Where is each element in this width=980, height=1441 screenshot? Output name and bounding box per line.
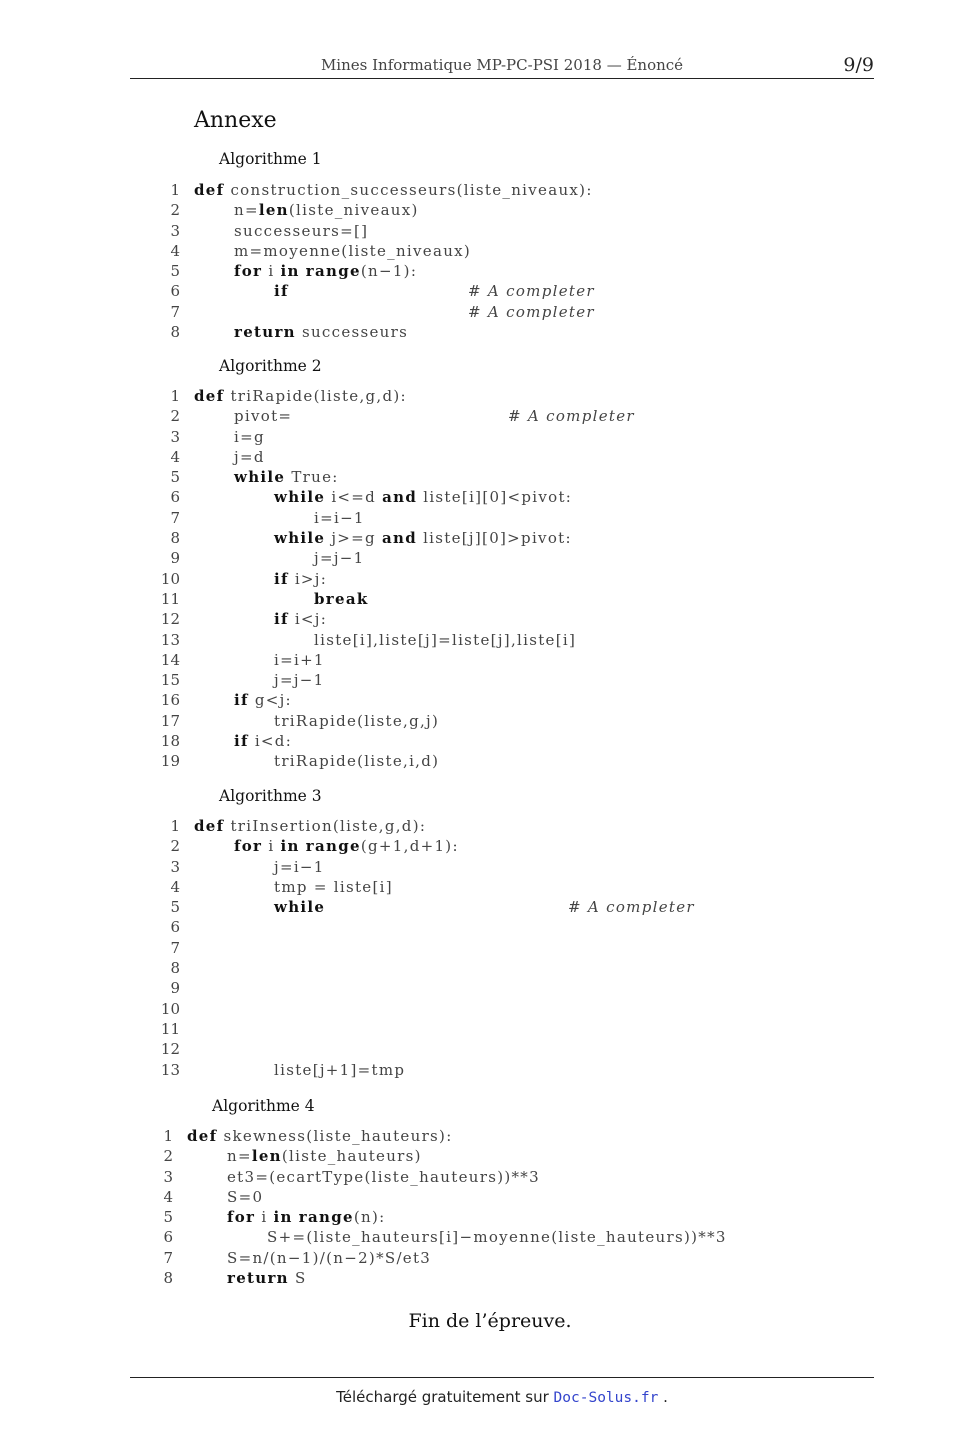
code-line bbox=[150, 508, 870, 528]
line-number: 5 bbox=[163, 1208, 173, 1227]
code-text bbox=[234, 427, 265, 447]
code-keyword: return bbox=[227, 1269, 289, 1288]
code-line bbox=[150, 1060, 870, 1080]
line-number: 9 bbox=[170, 549, 180, 568]
line-number: 13 bbox=[160, 630, 180, 649]
code-text bbox=[234, 322, 408, 342]
code-text bbox=[274, 711, 439, 731]
line-number: 8 bbox=[170, 529, 180, 548]
code-line bbox=[150, 221, 870, 241]
code-text bbox=[234, 200, 419, 220]
code-token: liste[j][0]>pivot: bbox=[417, 529, 572, 548]
line-number: 2 bbox=[170, 407, 180, 426]
code-text bbox=[227, 1248, 431, 1268]
code-token: triRapide(liste,i,d) bbox=[274, 752, 440, 771]
code-text bbox=[274, 877, 393, 897]
code-token: n= bbox=[234, 201, 259, 220]
code-line bbox=[150, 731, 870, 751]
code-line bbox=[150, 302, 870, 322]
code-line bbox=[150, 609, 870, 629]
code-token: j=j−1 bbox=[314, 549, 365, 568]
code-keyword: break bbox=[314, 589, 369, 608]
line-number: 6 bbox=[170, 282, 180, 301]
line-number: 4 bbox=[170, 241, 180, 260]
code-text bbox=[194, 816, 426, 836]
page-footer bbox=[130, 1377, 874, 1406]
code-line bbox=[150, 180, 870, 200]
code-line bbox=[150, 548, 870, 568]
section-title: Annexe bbox=[194, 108, 277, 133]
code-text bbox=[234, 406, 292, 426]
code-keyword: in bbox=[273, 1208, 293, 1227]
footer-prefix: Téléchargé gratuitement sur bbox=[336, 1388, 554, 1406]
code-token: i=i+1 bbox=[274, 650, 325, 669]
code-keyword: for bbox=[227, 1208, 256, 1227]
code-token: et3=(ecartType(liste_hauteurs))**3 bbox=[227, 1167, 540, 1186]
code-token: True: bbox=[285, 468, 339, 487]
line-number: 10 bbox=[160, 569, 180, 588]
code-token: S+=(liste_hauteurs[i]−moyenne(liste_hauteurs))**3 bbox=[267, 1228, 727, 1247]
line-number: 1 bbox=[170, 817, 180, 835]
algorithm-1-code bbox=[150, 180, 870, 342]
code-text bbox=[314, 630, 576, 650]
code-line bbox=[143, 1248, 863, 1268]
code-line bbox=[150, 447, 870, 467]
end-text: Fin de l’épreuve. bbox=[408, 1310, 572, 1332]
code-token: i<=d bbox=[325, 488, 383, 507]
code-line bbox=[150, 836, 870, 856]
code-token: i=i−1 bbox=[314, 508, 365, 527]
code-token: g<j: bbox=[248, 691, 292, 710]
line-number: 4 bbox=[163, 1187, 173, 1206]
code-keyword: while bbox=[274, 529, 326, 548]
line-number: 5 bbox=[170, 898, 180, 917]
code-comment: # A completer bbox=[508, 407, 635, 426]
code-line bbox=[150, 711, 870, 731]
code-text bbox=[274, 487, 572, 507]
code-text bbox=[274, 897, 325, 917]
code-token: i=g bbox=[234, 427, 265, 446]
code-text bbox=[274, 650, 325, 670]
code-text bbox=[234, 731, 292, 751]
code-text bbox=[314, 589, 369, 609]
line-number: 16 bbox=[160, 691, 180, 710]
code-token: triRapide(liste,g,j) bbox=[274, 711, 440, 730]
code-token: m=moyenne(liste_niveaux) bbox=[234, 241, 472, 260]
line-number: 11 bbox=[160, 589, 180, 608]
code-text bbox=[194, 180, 593, 200]
code-token: S bbox=[288, 1269, 307, 1288]
code-token: i bbox=[262, 262, 281, 281]
code-keyword: if bbox=[274, 569, 289, 588]
code-keyword: return bbox=[234, 323, 296, 342]
code-line bbox=[150, 857, 870, 877]
code-line bbox=[150, 650, 870, 670]
algorithm-3-title: Algorithme 3 bbox=[219, 787, 322, 805]
code-keyword: if bbox=[274, 610, 289, 629]
code-token: successeurs=[] bbox=[234, 221, 369, 240]
code-keyword: len bbox=[251, 1147, 282, 1166]
code-line bbox=[150, 241, 870, 261]
code-token: j=j−1 bbox=[274, 671, 325, 690]
code-line bbox=[143, 1167, 863, 1187]
code-text bbox=[227, 1167, 540, 1187]
line-number: 6 bbox=[163, 1228, 173, 1247]
code-line bbox=[143, 1187, 863, 1207]
code-token: triRapide(liste,g,d): bbox=[224, 387, 407, 405]
code-text bbox=[234, 447, 265, 467]
code-token: j=i−1 bbox=[274, 857, 325, 876]
code-token: (g+1,d+1): bbox=[360, 837, 459, 856]
code-keyword: if bbox=[234, 732, 249, 751]
code-token: S=n/(n−1)/(n−2)*S/et3 bbox=[227, 1248, 432, 1267]
header-title: Mines Informatique MP-PC-PSI 2018 — Énoncé bbox=[320, 56, 684, 74]
code-keyword: def bbox=[187, 1127, 218, 1145]
code-keyword: len bbox=[258, 201, 289, 220]
line-number: 4 bbox=[170, 447, 180, 466]
line-number: 18 bbox=[160, 732, 180, 751]
code-text bbox=[194, 386, 407, 406]
code-token: successeurs bbox=[295, 323, 409, 342]
code-keyword: def bbox=[194, 181, 225, 199]
code-text bbox=[227, 1268, 307, 1288]
code-keyword: and bbox=[382, 529, 418, 548]
code-keyword: in bbox=[280, 837, 300, 856]
line-number: 6 bbox=[170, 918, 180, 937]
code-comment: # A completer bbox=[468, 282, 595, 301]
code-text bbox=[234, 261, 417, 281]
code-token: S=0 bbox=[227, 1187, 264, 1206]
code-line bbox=[150, 938, 870, 958]
line-number: 2 bbox=[163, 1147, 173, 1166]
code-text bbox=[227, 1146, 422, 1166]
code-text bbox=[274, 281, 289, 301]
code-line bbox=[150, 322, 870, 342]
line-number: 5 bbox=[170, 262, 180, 281]
code-line bbox=[150, 528, 870, 548]
line-number: 12 bbox=[160, 610, 180, 629]
code-token: j=d bbox=[234, 447, 265, 466]
code-keyword: def bbox=[194, 817, 225, 835]
code-line bbox=[150, 281, 870, 301]
code-token: (n−1): bbox=[360, 262, 418, 281]
code-token: triInsertion(liste,g,d): bbox=[224, 817, 427, 835]
line-number: 7 bbox=[170, 508, 180, 527]
code-token: (liste_niveaux) bbox=[288, 201, 419, 220]
code-keyword: while bbox=[274, 488, 326, 507]
code-text bbox=[274, 569, 327, 589]
code-token: skewness(liste_hauteurs): bbox=[217, 1127, 453, 1145]
code-text bbox=[234, 241, 471, 261]
code-text bbox=[187, 1126, 453, 1146]
line-number: 15 bbox=[160, 671, 180, 690]
line-number: 10 bbox=[160, 999, 180, 1018]
code-token: i bbox=[262, 837, 281, 856]
code-text bbox=[227, 1207, 385, 1227]
line-number: 17 bbox=[160, 711, 180, 730]
code-text bbox=[234, 690, 292, 710]
code-line bbox=[150, 1019, 870, 1039]
code-line bbox=[150, 917, 870, 937]
code-keyword: if bbox=[234, 691, 249, 710]
code-keyword: while bbox=[234, 468, 286, 487]
code-text bbox=[274, 751, 439, 771]
code-token: tmp = liste[i] bbox=[274, 877, 393, 896]
code-line bbox=[143, 1126, 863, 1146]
line-number: 12 bbox=[160, 1040, 180, 1059]
code-line bbox=[150, 406, 870, 426]
code-line bbox=[150, 751, 870, 771]
code-line bbox=[150, 427, 870, 447]
code-keyword: if bbox=[274, 282, 289, 301]
line-number: 1 bbox=[170, 181, 180, 199]
line-number: 9 bbox=[170, 979, 180, 998]
algorithm-2-title: Algorithme 2 bbox=[219, 357, 322, 375]
line-number: 13 bbox=[160, 1060, 180, 1079]
algorithm-1-title: Algorithme 1 bbox=[219, 150, 322, 168]
footer-suffix: . bbox=[658, 1388, 668, 1406]
code-line bbox=[150, 690, 870, 710]
code-comment: # A completer bbox=[468, 302, 595, 321]
doc-solus-link[interactable]: Doc-Solus.fr bbox=[553, 1390, 659, 1406]
code-keyword: for bbox=[234, 262, 263, 281]
line-number: 8 bbox=[163, 1269, 173, 1288]
line-number: 3 bbox=[170, 427, 180, 446]
code-token: i>j: bbox=[288, 569, 328, 588]
code-token: i<d: bbox=[248, 732, 293, 751]
code-keyword: range bbox=[305, 262, 361, 281]
line-number: 3 bbox=[170, 857, 180, 876]
line-number: 2 bbox=[170, 201, 180, 220]
code-token: i bbox=[255, 1208, 274, 1227]
code-text bbox=[274, 528, 572, 548]
line-number: 3 bbox=[163, 1167, 173, 1186]
code-keyword: range bbox=[298, 1208, 354, 1227]
code-keyword: and bbox=[382, 488, 418, 507]
algorithm-3-code bbox=[150, 816, 870, 1080]
code-line bbox=[150, 569, 870, 589]
code-text bbox=[234, 467, 339, 487]
algorithm-2-code bbox=[150, 386, 870, 772]
line-number: 7 bbox=[163, 1248, 173, 1267]
code-token: (liste_hauteurs) bbox=[281, 1147, 422, 1166]
line-number: 11 bbox=[160, 1019, 180, 1038]
code-line bbox=[150, 816, 870, 836]
code-line bbox=[143, 1146, 863, 1166]
page-header bbox=[130, 54, 874, 79]
code-line bbox=[150, 897, 870, 917]
code-text bbox=[267, 1227, 727, 1247]
code-text bbox=[234, 221, 368, 241]
code-token: construction_successeurs(liste_niveaux): bbox=[224, 181, 593, 199]
code-comment: # A completer bbox=[568, 898, 695, 917]
code-line bbox=[143, 1268, 863, 1288]
code-token: (n): bbox=[353, 1208, 386, 1227]
code-line bbox=[150, 1039, 870, 1059]
line-number: 7 bbox=[170, 302, 180, 321]
code-line bbox=[150, 978, 870, 998]
code-keyword: for bbox=[234, 837, 263, 856]
algorithm-4-code bbox=[143, 1126, 863, 1288]
code-line bbox=[150, 630, 870, 650]
code-token: liste[i][0]<pivot: bbox=[417, 488, 573, 507]
code-line bbox=[143, 1227, 863, 1247]
code-token: liste[j+1]=tmp bbox=[274, 1060, 406, 1079]
code-line bbox=[150, 877, 870, 897]
code-line bbox=[150, 386, 870, 406]
code-token: i<j: bbox=[288, 610, 328, 629]
line-number: 1 bbox=[170, 387, 180, 405]
code-line bbox=[150, 487, 870, 507]
line-number: 6 bbox=[170, 488, 180, 507]
line-number: 14 bbox=[160, 650, 180, 669]
code-line bbox=[150, 958, 870, 978]
code-line bbox=[150, 467, 870, 487]
footer-text bbox=[130, 1388, 874, 1406]
code-keyword: in bbox=[280, 262, 300, 281]
code-line bbox=[150, 261, 870, 281]
code-line bbox=[150, 200, 870, 220]
code-keyword: range bbox=[305, 837, 361, 856]
line-number: 1 bbox=[163, 1127, 173, 1145]
code-token: j>=g bbox=[325, 529, 382, 548]
line-number: 3 bbox=[170, 221, 180, 240]
code-text bbox=[234, 836, 459, 856]
line-number: 8 bbox=[170, 323, 180, 342]
code-line bbox=[150, 670, 870, 690]
code-text bbox=[274, 1060, 405, 1080]
code-text bbox=[314, 548, 364, 568]
line-number: 4 bbox=[170, 877, 180, 896]
code-text bbox=[274, 670, 324, 690]
code-text bbox=[274, 857, 325, 877]
algorithm-4-title: Algorithme 4 bbox=[212, 1097, 315, 1115]
code-line bbox=[150, 999, 870, 1019]
line-number: 8 bbox=[170, 959, 180, 978]
code-token: liste[i],liste[j]=liste[j],liste[i] bbox=[314, 630, 577, 649]
code-text bbox=[274, 609, 327, 629]
code-text bbox=[314, 508, 365, 528]
line-number: 7 bbox=[170, 938, 180, 957]
line-number: 19 bbox=[160, 752, 180, 771]
code-text bbox=[227, 1187, 263, 1207]
page-number: 9/9 bbox=[843, 54, 874, 76]
code-line bbox=[143, 1207, 863, 1227]
code-keyword: def bbox=[194, 387, 225, 405]
line-number: 2 bbox=[170, 837, 180, 856]
code-line bbox=[150, 589, 870, 609]
code-token: pivot= bbox=[234, 407, 293, 426]
code-keyword: while bbox=[274, 898, 326, 917]
code-token: n= bbox=[227, 1147, 252, 1166]
line-number: 5 bbox=[170, 468, 180, 487]
